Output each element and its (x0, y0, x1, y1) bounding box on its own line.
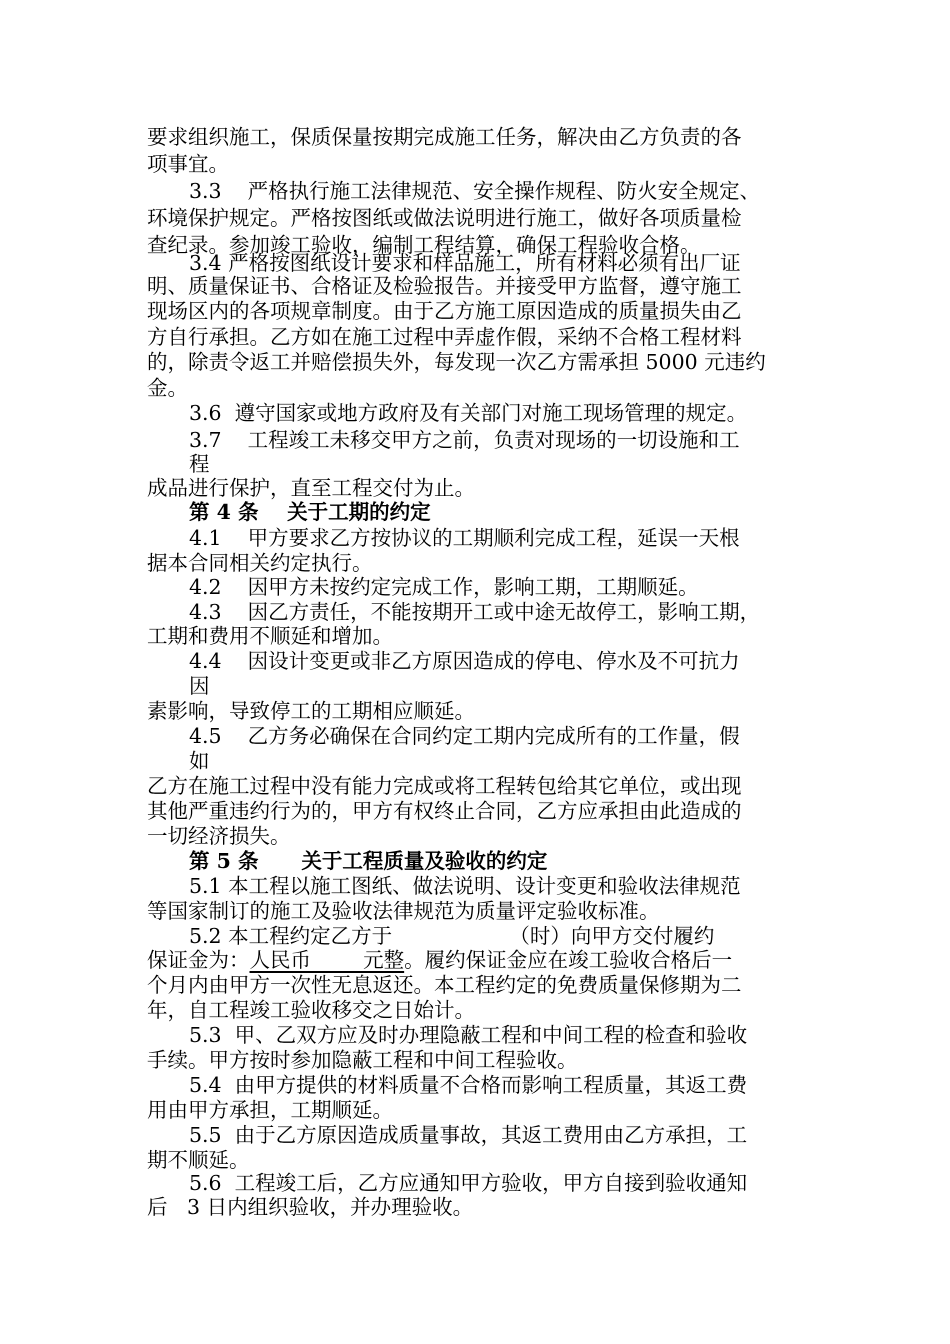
body-line: 工期和费用不顺延和增加。 (147, 624, 393, 648)
body-line: 其他严重违约行为的，甲方有权终止合同，乙方应承担由此造成的 (147, 799, 742, 823)
body-line: 环境保护规定。严格按图纸或做法说明进行施工，做好各项质量检 (147, 206, 742, 230)
clause-5-4: 5.4 由甲方提供的材料质量不合格而影响工程质量，其返工费 (189, 1073, 748, 1097)
clause-5-5: 5.5 由于乙方原因造成质量事故，其返工费用由乙方承担，工 (189, 1123, 748, 1147)
body-line: 因 (189, 674, 210, 698)
body-line: 素影响，导致停工的工期相应顺延。 (147, 699, 475, 723)
clause-4-1: 4.1 甲方要求乙方按协议的工期顺利完成工程，延误一天根 (189, 526, 740, 550)
body-line: 后 3 日内组织验收，并办理验收。 (147, 1195, 474, 1219)
body-line: 手续。甲方按时参加隐蔽工程和中间工程验收。 (147, 1048, 578, 1072)
guarantee-rest: 。履约保证金应在竣工验收合格后一 (404, 948, 733, 972)
body-line: 年，自工程竣工验收移交之日始计。 (147, 998, 475, 1022)
body-line: 期不顺延。 (147, 1148, 250, 1172)
body-line: 如 (189, 749, 210, 773)
body-line: 用由甲方承担，工期顺延。 (147, 1098, 393, 1122)
body-line: 一切经济损失。 (147, 824, 291, 848)
body-line: 程 (189, 452, 210, 476)
clause-4-5: 4.5 乙方务必确保在合同约定工期内完成所有的工作量，假 (189, 724, 740, 748)
body-line: 现场区内的各项规章制度。由于乙方施工原因造成的质量损失由乙 (147, 299, 742, 323)
guarantee-amount: 人民币 元整 (249, 948, 405, 972)
guarantee-line (147, 946, 732, 974)
clause-5-3: 5.3 甲、乙双方应及时办理隐蔽工程和中间工程的检查和验收 (189, 1023, 748, 1047)
body-line: 成品进行保护，直至工程交付为止。 (147, 476, 475, 500)
clause-5-6: 5.6 工程竣工后，乙方应通知甲方验收，甲方自接到验收通知 (189, 1171, 748, 1195)
clause-5-1: 5.1 本工程以施工图纸、做法说明、设计变更和验收法律规范 (189, 874, 741, 898)
clause-3-7: 3.7 工程竣工未移交甲方之前，负责对现场的一切设施和工 (189, 428, 740, 452)
clause-5-2: 5.2 本工程约定乙方于 （时）向甲方交付履约 (189, 924, 715, 948)
clause-3-3: 3.3 严格执行施工法律规范、安全操作规程、防火安全规定、 (189, 179, 761, 203)
body-line: 明、质量保证书、合格证及检验报告。并接受甲方监督，遵守施工 (147, 274, 742, 298)
body-line: 等国家制订的施工及验收法律规范为质量评定验收标准。 (147, 899, 660, 923)
body-line: 项事宜。 (147, 152, 229, 176)
clause-4-3: 4.3 因乙方责任，不能按期开工或中途无故停工，影响工期， (189, 600, 761, 624)
article-5-heading: 第 5 条 关于工程质量及验收的约定 (189, 849, 548, 873)
guarantee-label: 保证金为： (147, 948, 250, 972)
body-line: 个月内由甲方一次性无息返还。本工程约定的免费质量保修期为二 (147, 973, 742, 997)
body-line: 乙方在施工过程中没有能力完成或将工程转包给其它单位，或出现 (147, 774, 742, 798)
clause-3-6: 3.6 遵守国家或地方政府及有关部门对施工现场管理的规定。 (189, 401, 748, 425)
clause-3-4: 3.4 严格按图纸设计要求和样品施工，所有材料必须有出厂证 (189, 251, 741, 275)
clause-4-2: 4.2 因甲方未按约定完成工作，影响工期，工期顺延。 (189, 575, 699, 599)
body-line: 查纪录。参加竣工验收，编制工程结算，确保工程验收合格。 (147, 233, 701, 257)
article-4-heading: 第 4 条 关于工期的约定 (189, 500, 431, 524)
body-line: 要求组织施工，保质保量按期完成施工任务，解决由乙方负责的各 (147, 125, 742, 149)
body-line: 金。 (147, 376, 188, 400)
body-line: 方自行承担。乙方如在施工过程中弄虚作假，采纳不合格工程材料 (147, 325, 742, 349)
body-line: 的，除责令返工并赔偿损失外，每发现一次乙方需承担 5000 元违约 (147, 350, 766, 374)
clause-4-4: 4.4 因设计变更或非乙方原因造成的停电、停水及不可抗力 (189, 649, 740, 673)
body-line: 据本合同相关约定执行。 (147, 551, 373, 575)
